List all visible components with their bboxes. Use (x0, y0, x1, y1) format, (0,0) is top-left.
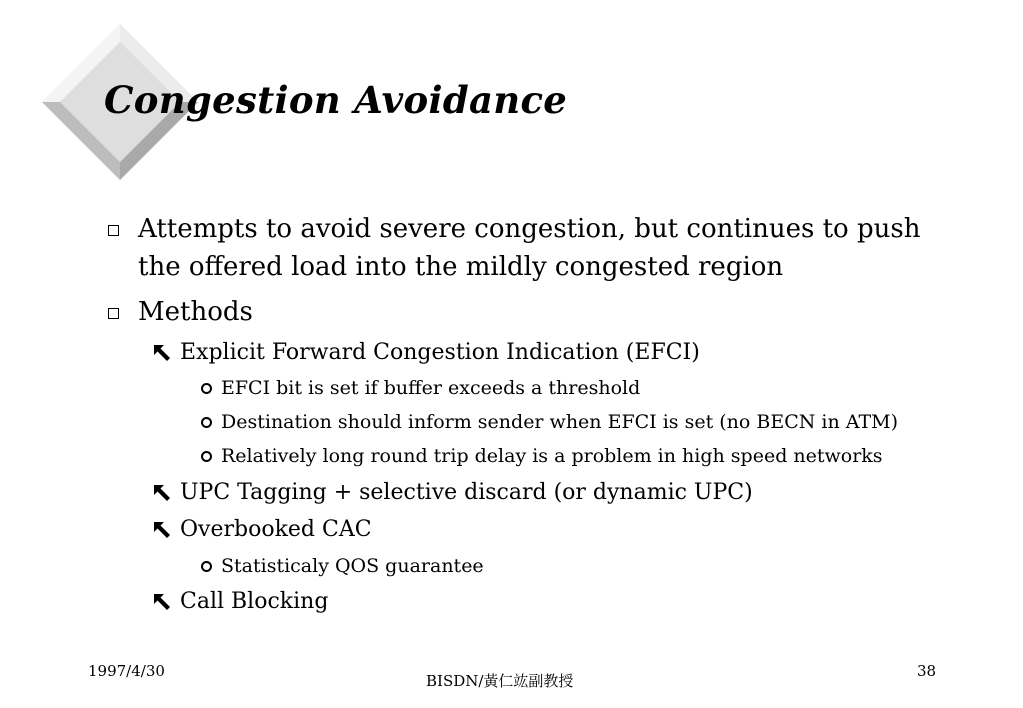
hollow-square-icon (108, 308, 119, 319)
hollow-circle-icon (201, 451, 212, 462)
list-item-text: Call Blocking (180, 589, 329, 614)
arrow-up-left-icon (153, 344, 171, 362)
footer-center-text: BISDN/黃仁竑副教授 (426, 672, 574, 690)
list-item-text: UPC Tagging + selective discard (or dynamic UPC) (180, 480, 753, 505)
arrow-up-left-icon (153, 484, 171, 502)
list-item-text: EFCI bit is set if buffer exceeds a threshold (221, 377, 641, 399)
hollow-square-icon (108, 225, 119, 236)
list-item-text: the offered load into the mildly congested region (138, 252, 784, 282)
footer-date: 1997/4/30 (88, 662, 165, 680)
list-item-text: Destination should inform sender when EFCI is set (no BECN in ATM) (221, 411, 898, 433)
hollow-circle-icon (201, 417, 212, 428)
hollow-circle-icon (201, 383, 212, 394)
list-item-text: Methods (138, 297, 253, 327)
page-number: 38 (917, 662, 937, 680)
slide-title: Congestion Avoidance (104, 78, 568, 122)
list-item-text: Relatively long round trip delay is a problem in high speed networks (221, 445, 883, 467)
list-item-text: Attempts to avoid severe congestion, but continues to push (138, 214, 921, 244)
list-item-text: Overbooked CAC (180, 517, 372, 542)
list-item-text: Statisticaly QOS guarantee (221, 555, 484, 577)
list-item-text: Explicit Forward Congestion Indication (EFCI) (180, 340, 700, 365)
arrow-up-left-icon (153, 593, 171, 611)
arrow-up-left-icon (153, 521, 171, 539)
hollow-circle-icon (201, 561, 212, 572)
